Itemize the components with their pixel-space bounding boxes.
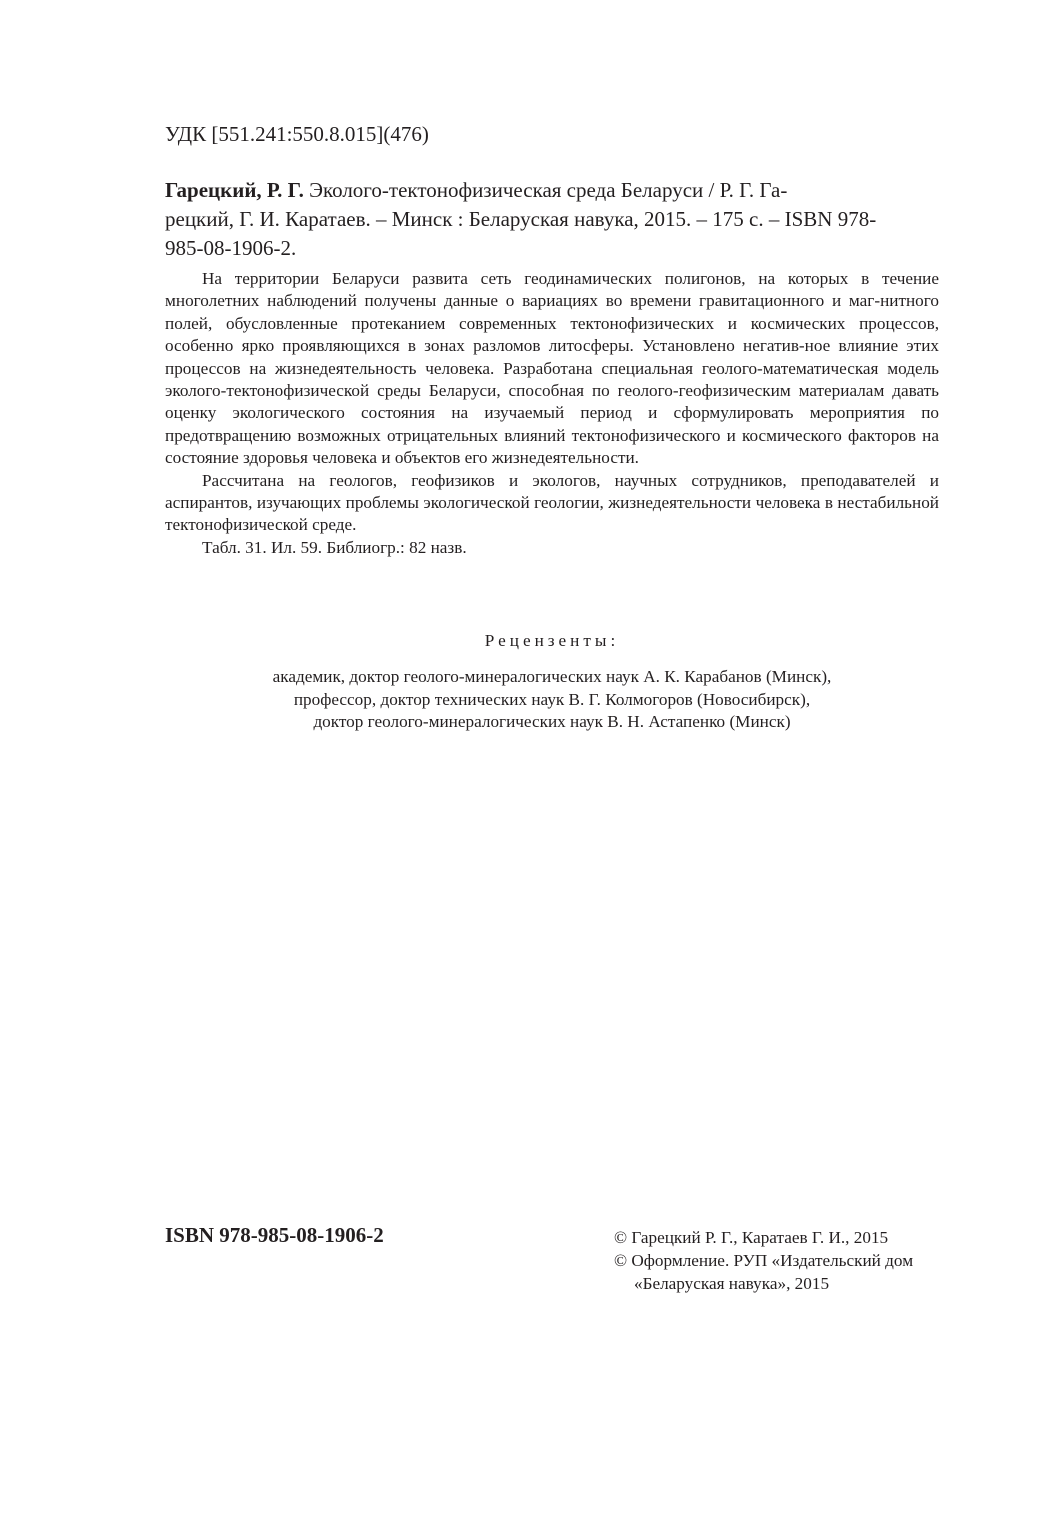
copyright-authors: © Гарецкий Р. Г., Каратаев Г. И., 2015 — [614, 1228, 889, 1247]
reviewers-title: Рецензенты: — [484, 631, 620, 650]
copyright-block — [614, 1226, 913, 1295]
reviewer-line: профессор, доктор технических наук В. Г. Колмогоров (Новосибирск), — [293, 689, 811, 709]
abstract-paragraph-stats: Табл. 31. Ил. 59. Библиогр.: 82 назв. — [202, 537, 467, 557]
abstract-paragraph-audience: Рассчитана на геологов, геофизиков и экологов, научных сотрудников, преподавателей и аспирантов, изучающих проблемы экологической геологии, жизнедеятельности человека в нестабильной тектонофизической среде. — [165, 470, 939, 535]
isbn: ISBN 978-985-08-1906-2 — [165, 1223, 384, 1247]
bibliographic-citation — [165, 176, 939, 263]
copyright-design: © Оформление. РУП «Издательский дом — [614, 1251, 914, 1270]
citation-author: Гарецкий, Р. Г. — [165, 178, 304, 202]
copyright-publisher: «Беларуская навука», 2015 — [634, 1274, 830, 1293]
abstract — [165, 268, 939, 559]
reviewer-line: академик, доктор геолого-минералогических наук А. К. Карабанов (Минск), — [272, 667, 832, 686]
citation-line-3: 985-08-1906-2. — [165, 236, 297, 260]
abstract-paragraph-description: На территории Беларуси развита сеть геодинамических полигонов, на которых в течение многолетних наблюдений получены данные о вариациях во времени гравитационного и маг-нитного полей, обусловленные протеканием современных тектонофизических и космических процессов, особенно ярко проявляющихся в зонах разломов литосферы. Установлено негатив-ное влияние этих процессов на жизнедеятельность человека. Разработана специальная геолого-математическая модель эколого-тектонофизической среды Беларуси, способная по геолого-геофизическим материалам давать оценку экологического состояния на изучаемый период и сформулировать мероприятия по предотвращению возможных отрицательных влияний тектонофизического и космического факторов на состояние здоровья человека и объектов его жизнедеятельности. — [165, 269, 939, 468]
reviewers-block — [165, 630, 939, 734]
udk-code: УДК [551.241:550.8.015](476) — [165, 122, 429, 146]
reviewer-line: доктор геолого-минералогических наук В. Н. Астапенко (Минск) — [313, 712, 791, 731]
citation-line-1: Эколого-тектонофизическая среда Беларуси / Р. Г. Га- — [303, 178, 788, 202]
citation-line-2: рецкий, Г. И. Каратаев. – Минск : Беларуская навука, 2015. – 175 с. – ISBN 978- — [165, 207, 877, 231]
